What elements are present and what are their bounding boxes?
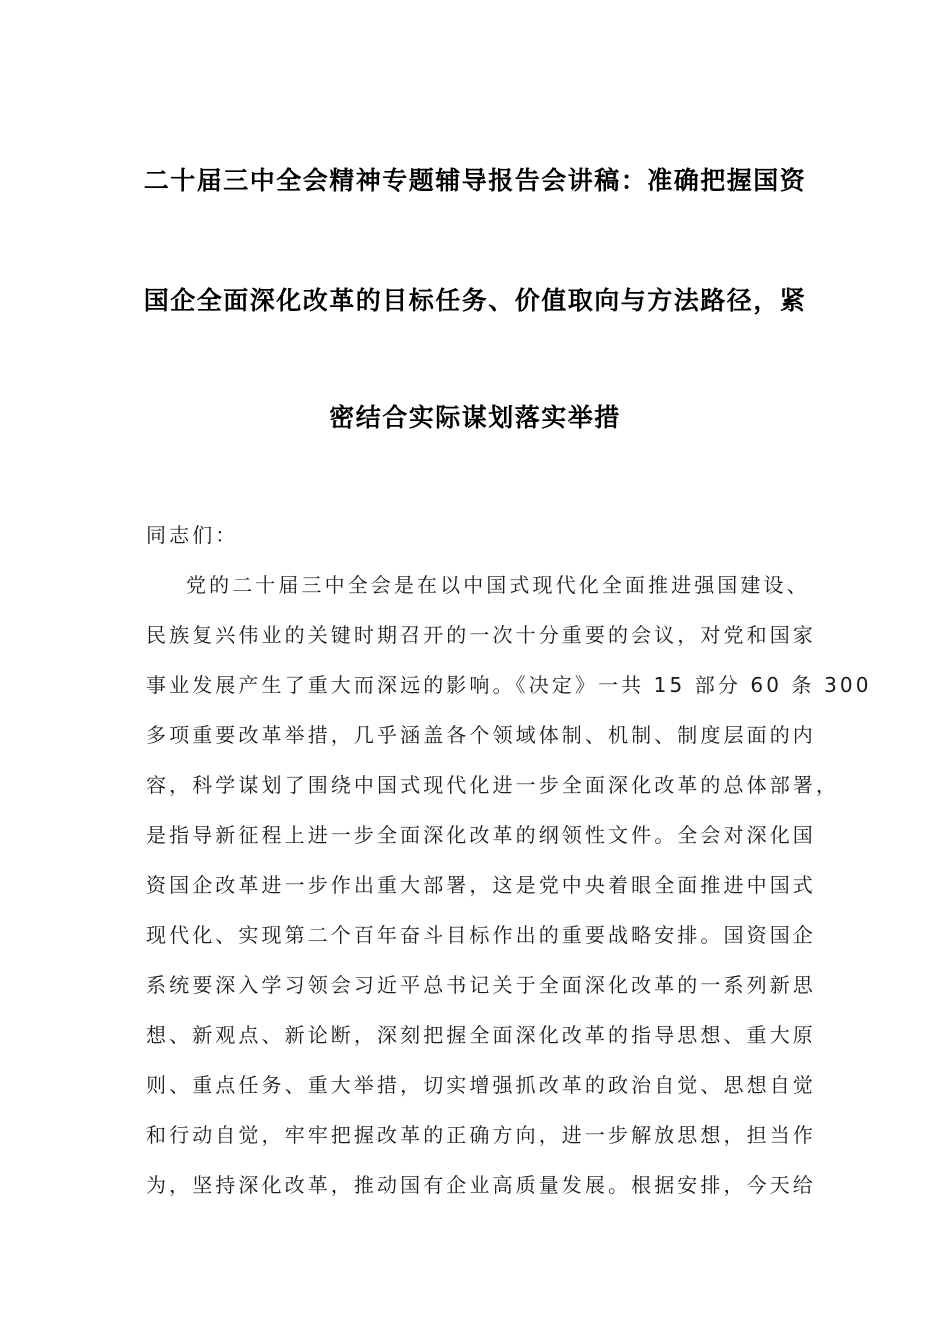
body-line: 为，坚持深化改革，推动国有企业高质量发展。根据安排，今天给 bbox=[146, 1173, 816, 1197]
document-title-line-1: 二十届三中全会精神专题辅导报告会讲稿：准确把握国资 bbox=[143, 166, 807, 195]
body-line: 则、重点任务、重大举措，切实增强抓改革的政治自觉、思想自觉 bbox=[146, 1073, 816, 1097]
body-line: 是指导新征程上进一步全面深化改革的纲领性文件。全会对深化国 bbox=[146, 823, 816, 847]
document-title-line-2: 国企全面深化改革的目标任务、价值取向与方法路径，紧 bbox=[143, 286, 807, 315]
body-line: 和行动自觉，牢牢把握改革的正确方向，进一步解放思想，担当作 bbox=[146, 1123, 816, 1147]
body-line: 现代化、实现第二个百年奋斗目标作出的重要战略安排。国资国企 bbox=[146, 923, 816, 947]
document-title-line-3: 密结合实际谋划落实举措 bbox=[329, 403, 621, 432]
body-line: 想、新观点、新论断，深刻把握全面深化改革的指导思想、重大原 bbox=[146, 1023, 816, 1047]
body-line: 事业发展产生了重大而深远的影响。《决定》一共 15 部分 60 条 300 bbox=[146, 673, 872, 697]
body-line: 多项重要改革举措，几乎涵盖各个领域体制、机制、制度层面的内 bbox=[146, 723, 816, 747]
body-line: 资国企改革进一步作出重大部署，这是党中央着眼全面推进中国式 bbox=[146, 873, 816, 897]
body-line: 党的二十届三中全会是在以中国式现代化全面推进强国建设、 bbox=[186, 573, 810, 597]
body-line: 民族复兴伟业的关键时期召开的一次十分重要的会议，对党和国家 bbox=[146, 623, 816, 647]
body-line: 系统要深入学习领会习近平总书记关于全面深化改革的一系列新思 bbox=[146, 973, 816, 997]
salutation: 同志们： bbox=[146, 523, 239, 547]
body-line: 容，科学谋划了围绕中国式现代化进一步全面深化改革的总体部署， bbox=[146, 773, 839, 797]
